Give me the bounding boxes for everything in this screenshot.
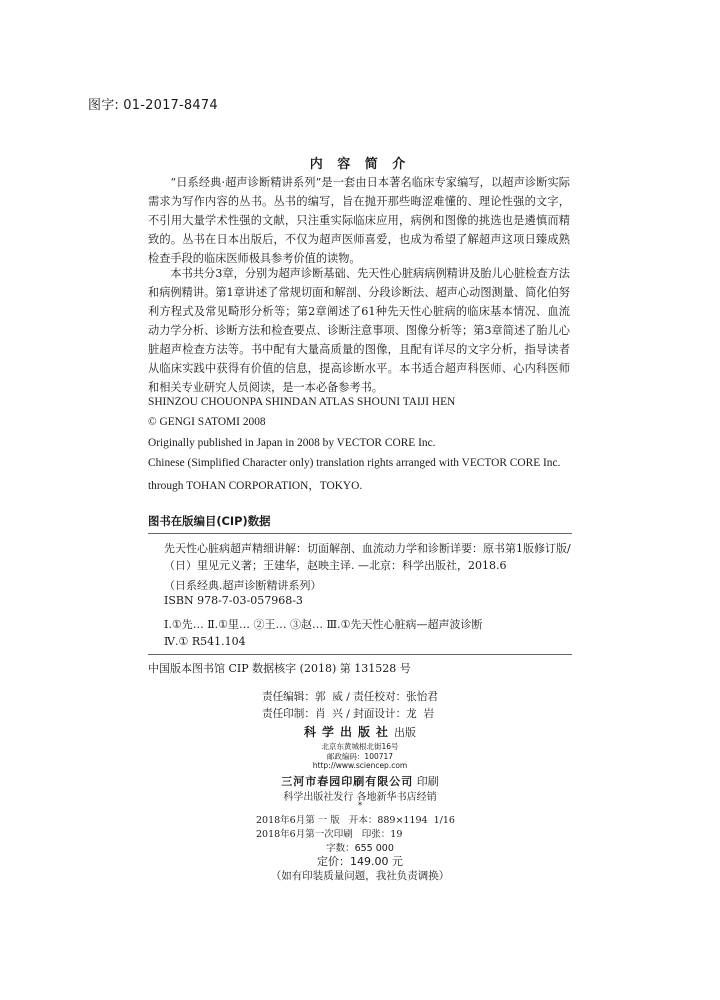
publisher-name: 科学出版社 [303,725,394,739]
publisher-suffix: 出版 [394,726,416,739]
intro-paragraph-2: 本书共分3章，分别为超声诊断基础、先天性心脏病病例精讲及胎儿心脏检查方法和病例精讲。第1章讲述了常规切面和解剖、分段诊断法、超声心动图测量、简化伯努利方程式及常见畸形分析等；第2章阐述了61种先天性心脏病的临床基本情况、血流动力学分析、诊断方法和检查要点、诊断注意事项、图像分析等；第3章简述了胎儿心脏超声检查方法等。书中配有大量高质量的图像，且配有详尽的文字分析，指导读者从临床实践中获得有价值的信息，提高诊断水平。本书适合超声科医师、心内科医师和相关专业研究人员阅读，是一本必备参考书。 [148,267,570,394]
intro-title: 内 容 简 介 [309,157,411,172]
printer-suffix: 印刷 [416,775,439,788]
english-title: SHINZOU CHOUONPA SHINDAN ATLAS SHOUNI TAIJI HEN [148,396,456,408]
printer-line [0,773,720,789]
publisher-line [0,723,720,740]
printer-name: 三河市春园印刷有限公司 [281,775,414,788]
registration-number: 图字: 01-2017-8474 [88,98,218,113]
word-count: 字数：655 000 [326,843,394,854]
agency-line: through TOHAN CORPORATION，TOKYO. [148,480,363,492]
cip-isbn: ISBN 978-7-03-057968-3 [164,594,303,607]
cip-top-rule [148,533,572,534]
intro-paragraph-1: “日系经典·超声诊断精讲系列”是一套由日本著名临床专家编写，以超声诊断实际需求为写作内容的丛书。丛书的编写，旨在抛开那些晦涩难懂的、理论性强的文字，不引用大量学术性强的文献，只注重实际临床应用，病例和图像的挑选也是遴慎而精致的。丛书在日本出版后，不仅为超声医师喜爱，也成为希望了解超声这项日臻成熟检查手段的临床医师极具参考价值的读物。 [148,176,570,265]
cip-record: 先天性心脏病超声精细讲解：切面解剖、血流动力学和诊断详要：原书第1版修订版/（日）里见元义著；王建华，赵映主译. —北京：科学出版社，2018.6 [164,542,571,572]
publisher-postcode: 邮政编码：100717 [326,752,394,761]
price: 定价：149.00 元 [317,855,403,868]
star-separator: * [357,801,363,811]
original-publication-line: Originally published in Japan in 2008 by VECTOR CORE Inc. [148,437,436,449]
cip-classification-1: Ⅰ.①先… Ⅱ.①里… ②王… ③赵… Ⅲ.①先天性心脏病—超声波诊断 [164,618,483,631]
printing-line: 2018年6月第一次印刷 印张：19 [256,829,403,840]
cip-series: （日系经典.超声诊断精讲系列） [164,579,322,592]
staff-line-1: 责任编辑：郭 威 / 责任校对：张怡君 [262,691,438,703]
publisher-address: 北京东黄城根北街16号 [321,742,399,751]
staff-line-2: 责任印制：肖 兴 / 封面设计：龙 岩 [262,708,435,720]
cip-heading: 图书在版编目(CIP)数据 [148,514,271,528]
translation-rights-line: Chinese (Simplified Character only) translation rights arranged with VECTOR CORE Inc. [148,457,561,469]
cip-classification-2: Ⅳ.① R541.104 [164,635,246,648]
publisher-website: http://www.sciencep.com [312,761,408,770]
cip-bottom-rule [148,654,572,655]
quality-notice: （如有印装质量问题，我社负责调换） [270,870,450,882]
cip-data-number: 中国版本图书馆 CIP 数据核字 (2018) 第 131528 号 [148,662,411,675]
copyright-line: © GENGI SATOMI 2008 [148,416,266,428]
distribution-line: 科学出版社发行 各地新华书店经销 [283,792,437,803]
edition-line: 2018年6月第 一 版 开本：889×1194 1/16 [256,815,455,826]
